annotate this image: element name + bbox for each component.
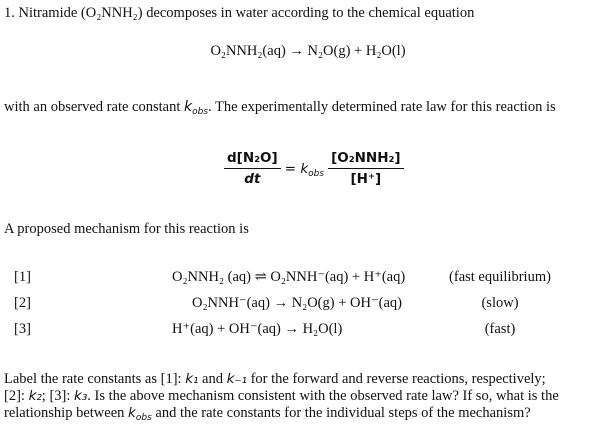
problem-title <box>4 4 474 22</box>
rate-constant-text-a: with an observed rate constant <box>4 99 184 115</box>
rate-law-equals: = <box>284 160 297 177</box>
k3-symbol: k₃ <box>74 388 88 404</box>
rate-constant-text-b: . The experimentally determined rate law for this reaction is <box>208 99 556 115</box>
k-obs-subscript: obs <box>192 107 209 117</box>
question-line-1 <box>4 370 546 388</box>
question-line1-b: for the forward and reverse reactions, respectively; <box>246 371 546 387</box>
question-k-obs: k <box>128 405 136 421</box>
question-line-2 <box>4 387 559 405</box>
question-line3-a: relationship between <box>4 405 129 421</box>
rate-constant-sentence <box>4 98 556 116</box>
problem-number: 1. <box>4 5 15 21</box>
step-1-equation: O₂NNH₂ (aq) ⇌ O₂NNH⁻(aq) + H⁺(aq) <box>172 269 406 285</box>
rate-law-left-fraction <box>224 148 281 189</box>
step-3-equation: H⁺(aq) + OH⁻(aq) → H₂O(l) <box>172 321 343 337</box>
k1-symbol: k₁ <box>185 371 199 387</box>
question-line2-b: ; [3]: <box>41 388 75 404</box>
question-k-obs-sub: obs <box>135 413 152 423</box>
k2-symbol: k₂ <box>28 388 42 404</box>
question-line-3 <box>4 404 531 422</box>
rate-law-k: k <box>300 160 309 177</box>
question-and: and <box>198 371 227 387</box>
step-2-label: [2] <box>14 295 31 311</box>
problem-title-text: Nitramide (O₂NNH₂) decomposes in water according to the chemical equation <box>18 5 475 21</box>
step-3-label: [3] <box>14 321 31 337</box>
overall-equation: O₂NNH₂(aq) → N₂O(g) + H₂O(l) <box>210 43 406 59</box>
rate-law-denominator-right: [H⁺] <box>350 171 382 187</box>
rate-law-right-fraction <box>328 148 404 189</box>
step-1-type: (fast equilibrium) <box>449 269 551 285</box>
rate-law-k-sub: obs <box>308 168 325 179</box>
step-3-type: (fast) <box>484 321 516 337</box>
rate-law-numerator-right: [O₂NNH₂] <box>328 148 404 169</box>
step-2-equation: O₂NNH⁻(aq) → N₂O(g) + OH⁻(aq) <box>192 295 402 311</box>
rate-law-numerator-left: d[N₂O] <box>224 148 281 169</box>
rate-law-denominator-left: dt <box>244 171 261 187</box>
rate-law <box>224 148 404 189</box>
question-line1-a: Label the rate constants as [1]: <box>4 371 186 387</box>
k-obs-symbol: k <box>183 99 193 115</box>
step-2-type: (slow) <box>481 295 519 311</box>
step-1-label: [1] <box>14 269 31 285</box>
mechanism-intro: A proposed mechanism for this reaction is <box>4 221 249 237</box>
question-line2-c: . Is the above mechanism consistent with the observed rate law? If so, what is the <box>87 388 559 404</box>
kminus1-symbol: k₋₁ <box>226 371 247 387</box>
question-line2-a: [2]: <box>4 388 29 404</box>
question-line3-b: and the rate constants for the individual steps of the mechanism? <box>151 405 531 421</box>
